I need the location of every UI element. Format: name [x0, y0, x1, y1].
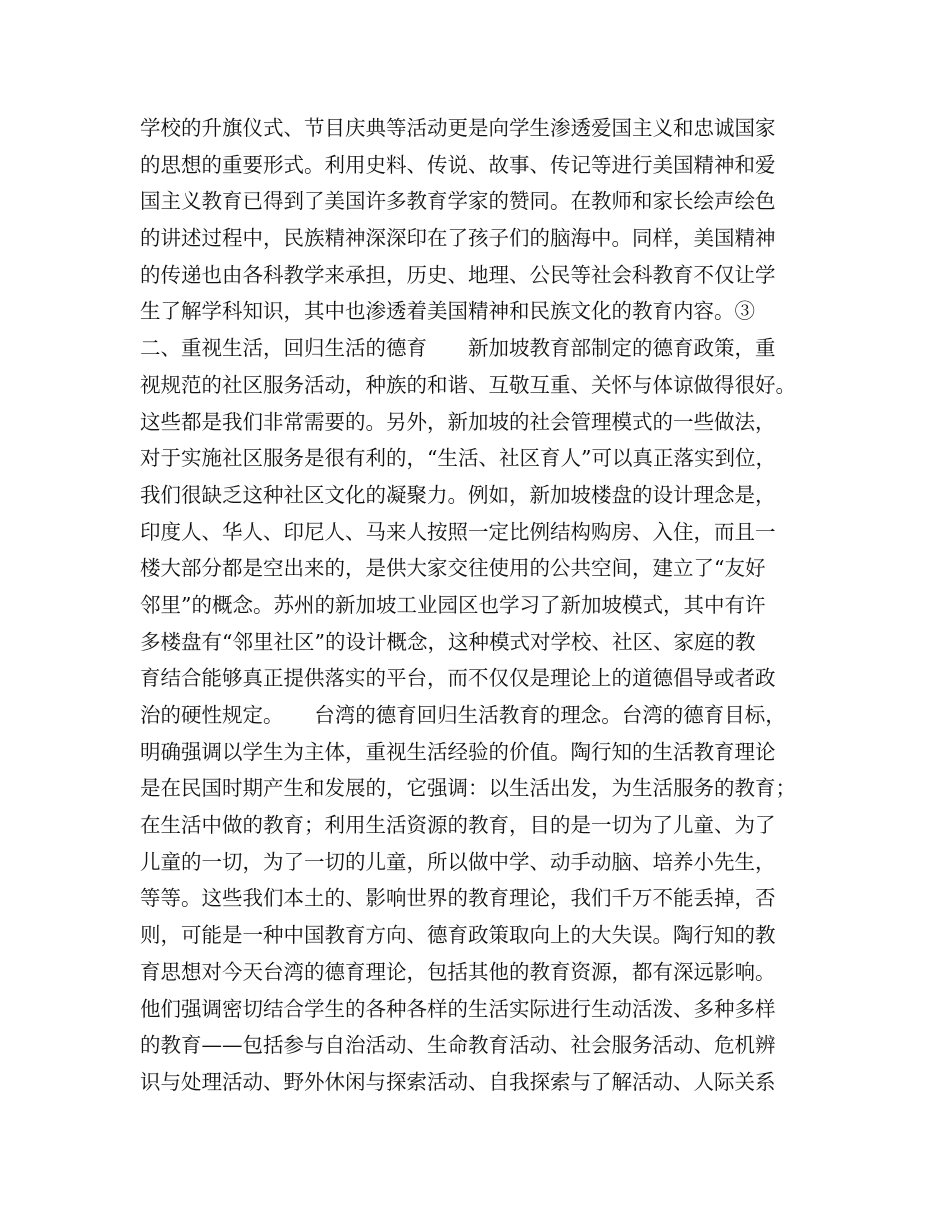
text-line: 学校的升旗仪式、节目庆典等活动更是向学生渗透爱国主义和忠诚国家	[140, 116, 776, 140]
text-line: 等等。这些我们本土的、影响世界的教育理论，我们千万不能丢掉，否	[140, 886, 776, 911]
text-line: 的教育——包括参与自治活动、生命教育活动、社会服务活动、危机辨	[140, 1033, 776, 1058]
text-line: 生了解学科知识，其中也渗透着美国精神和民族文化的教育内容。③	[140, 299, 755, 324]
text-line: 的传递也由各科教学来承担，历史、地理、公民等社会科教育不仅让学	[140, 262, 776, 287]
text-line: 对于实施社区服务是很有利的，“生活、社区育人”可以真正落实到位，	[140, 446, 776, 471]
text-line: 国主义教育已得到了美国许多教育学家的赞同。在教师和家长绘声绘色	[140, 189, 776, 214]
text-line: 儿童的一切，为了一切的儿童，所以做中学、动手动脑、培养小先生，	[140, 849, 776, 874]
text-line: 治的硬性规定。 台湾的德育回归生活教育的理念。台湾的德育目标，	[140, 703, 786, 727]
text-line: 是在民国时期产生和发展的，它强调：以生活出发，为生活服务的教育；	[140, 776, 796, 801]
body-text	[140, 110, 830, 1101]
text-line: 则，可能是一种中国教育方向、德育政策取向上的大失误。陶行知的教	[140, 923, 776, 948]
text-line: 我们很缺乏这种社区文化的凝聚力。例如，新加坡楼盘的设计理念是，	[140, 482, 776, 507]
text-line: 楼大部分都是空出来的，是供大家交往使用的公共空间，建立了“友好	[140, 556, 766, 581]
text-line: 这些都是我们非常需要的。另外，新加坡的社会管理模式的一些做法，	[140, 409, 776, 434]
text-line: 他们强调密切结合学生的各种各样的生活实际进行生动活泼、多种多样	[140, 996, 776, 1021]
text-line: 的讲述过程中，民族精神深深印在了孩子们的脑海中。同样，美国精神	[140, 226, 776, 251]
text-line: 明确强调以学生为主体，重视生活经验的价值。陶行知的生活教育理论	[140, 739, 776, 764]
text-line: 育结合能够真正提供落实的平台，而不仅仅是理论上的道德倡导或者政	[140, 666, 776, 691]
text-line: 邻里”的概念。苏州的新加坡工业园区也学习了新加坡模式，其中有许	[140, 592, 766, 617]
text-line: 识与处理活动、野外休闲与探索活动、自我探索与了解活动、人际关系	[140, 1069, 776, 1094]
text-line: 二、重视生活，回归生活的德育 新加坡教育部制定的德育政策，重	[140, 336, 776, 361]
text-line: 视规范的社区服务活动，种族的和谐、互敬互重、关怀与体谅做得很好。	[140, 372, 796, 397]
text-line: 的思想的重要形式。利用史料、传说、故事、传记等进行美国精神和爱	[140, 152, 776, 177]
text-line: 印度人、华人、印尼人、马来人按照一定比例结构购房、入住，而且一	[140, 519, 776, 544]
text-line: 育思想对今天台湾的德育理论，包括其他的教育资源，都有深远影响。	[140, 959, 776, 984]
text-line: 多楼盘有“邻里社区”的设计概念，这种模式对学校、社区、家庭的教	[140, 629, 756, 654]
text-line: 在生活中做的教育；利用生活资源的教育，目的是一切为了儿童、为了	[140, 813, 776, 838]
